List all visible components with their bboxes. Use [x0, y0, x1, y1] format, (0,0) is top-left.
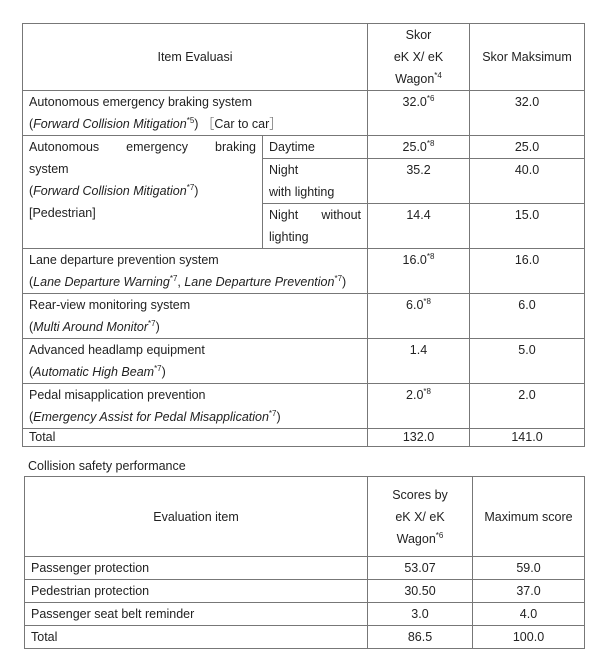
item-label: Autonomous emergency braking system (Forward Collision Mitigation$^{*5}$) ［Car to car］	[23, 91, 368, 136]
max-cell: 15.0	[470, 204, 585, 249]
preventive-safety-table	[22, 23, 585, 447]
collision-safety-caption: Collision safety performance	[28, 459, 186, 473]
max-cell: 25.0	[470, 136, 585, 159]
total-max: 100.0	[473, 626, 585, 649]
max-cell: 16.0	[470, 249, 585, 294]
max-cell: 37.0	[473, 580, 585, 603]
total-score: 132.0	[368, 429, 470, 447]
table-header-row	[25, 477, 585, 557]
table-row	[25, 557, 585, 580]
table-row	[23, 91, 585, 136]
score-cell: 14.4	[368, 204, 470, 249]
table-header-row	[23, 24, 585, 91]
header-max: Maximum score	[473, 477, 585, 557]
item-label: Rear-view monitoring system (Multi Around Monitor$^{*7}$)	[23, 294, 368, 339]
total-score: 86.5	[368, 626, 473, 649]
header-item: Evaluation item	[25, 477, 368, 557]
score-cell: 1.4	[368, 339, 470, 384]
max-cell: 4.0	[473, 603, 585, 626]
header-item: Item Evaluasi	[23, 24, 368, 91]
item-label: Advanced headlamp equipment (Automatic High Beam$^{*7}$)	[23, 339, 368, 384]
score-cell: 53.07	[368, 557, 473, 580]
header-max: Skor Maksimum	[470, 24, 585, 91]
table-row	[23, 136, 585, 159]
score-cell: 30.50	[368, 580, 473, 603]
score-cell: 35.2	[368, 159, 470, 204]
item-label: Autonomous emergency braking system (Forward Collision Mitigation$^{*7}$) [Pedestrian]	[23, 136, 263, 249]
item-label: Pedal misapplication prevention (Emergency Assist for Pedal Misapplication$^{*7}$)	[23, 384, 368, 429]
max-cell: 32.0	[470, 91, 585, 136]
item-label: Pedestrian protection	[25, 580, 368, 603]
condition-label: Daytime	[263, 136, 368, 159]
score-cell: 3.0	[368, 603, 473, 626]
condition-label: Night with lighting	[263, 159, 368, 204]
max-cell: 40.0	[470, 159, 585, 204]
score-cell: 6.0$^{*8}$	[368, 294, 470, 339]
table-row	[25, 580, 585, 603]
table-row	[25, 603, 585, 626]
item-label: Passenger seat belt reminder	[25, 603, 368, 626]
max-cell: 59.0	[473, 557, 585, 580]
header-score: Scores by eK X/ eK Wagon$^{*6}$	[368, 477, 473, 557]
total-label: Total	[25, 626, 368, 649]
item-label: Passenger protection	[25, 557, 368, 580]
collision-safety-table	[24, 476, 585, 649]
score-cell: 16.0$^{*8}$	[368, 249, 470, 294]
total-row	[25, 626, 585, 649]
table-row	[23, 339, 585, 384]
max-cell: 2.0	[470, 384, 585, 429]
table-row	[23, 384, 585, 429]
total-max: 141.0	[470, 429, 585, 447]
score-cell: 2.0$^{*8}$	[368, 384, 470, 429]
total-row	[23, 429, 585, 447]
max-cell: 6.0	[470, 294, 585, 339]
max-cell: 5.0	[470, 339, 585, 384]
item-label: Lane departure prevention system (Lane Departure Warning$^{*7}$, Lane Departure Prevention$^{*7}$)	[23, 249, 368, 294]
table-row	[23, 294, 585, 339]
header-score: Skor eK X/ eK Wagon$^{*4}$	[368, 24, 470, 91]
score-cell: 32.0$^{*6}$	[368, 91, 470, 136]
score-cell: 25.0$^{*8}$	[368, 136, 470, 159]
table-row	[23, 249, 585, 294]
condition-label: Night without lighting	[263, 204, 368, 249]
total-label: Total	[23, 429, 368, 447]
